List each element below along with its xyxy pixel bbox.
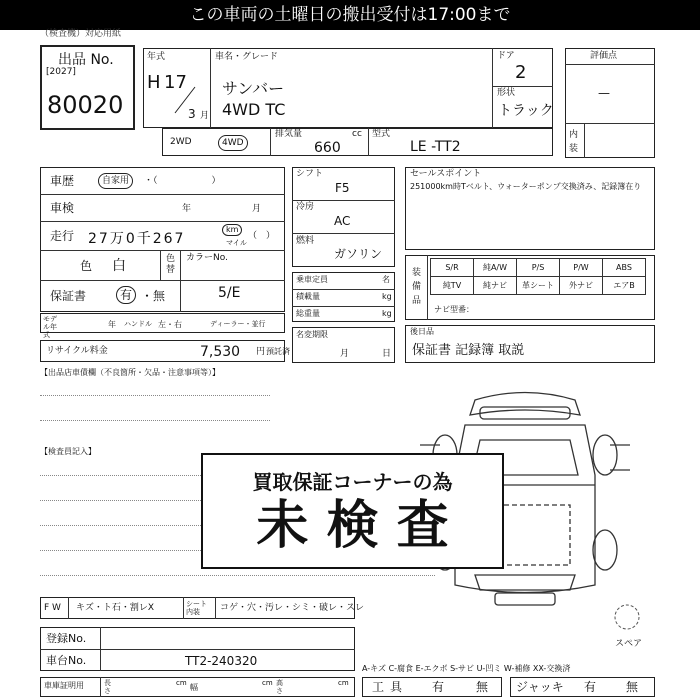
selling-text: 251000km時Tベルト、ウォーターポンプ交換済み、記録簿在り: [410, 182, 642, 191]
warranty-no: ・無: [141, 289, 166, 303]
shape-value: トラック: [498, 103, 554, 119]
load-unit: kg: [382, 292, 392, 301]
history-label: 車歴: [50, 174, 75, 188]
stamp-line2: 未 検 査: [256, 496, 449, 556]
score-value: —: [598, 86, 610, 100]
garage-length: 長さ: [104, 679, 111, 695]
doors-value: 2: [515, 62, 527, 83]
mileage-unit-mile: マイル: [226, 239, 247, 247]
seat-text: コゲ・穴・汚レ・シミ・破レ・スレ: [220, 603, 365, 613]
displacement-label: 排気量: [275, 129, 303, 139]
equip-navi: 純ナビ: [474, 277, 517, 295]
shift-label: シフト: [296, 169, 324, 179]
history-rest: ・（ ）: [144, 176, 221, 186]
garage-width: 幅: [190, 683, 198, 692]
chassis-label: 車台No.: [46, 654, 87, 667]
equipment-navi: ナビ型番：: [434, 305, 474, 314]
inspection-year-unit: 年: [182, 204, 192, 214]
tools-no: 無: [476, 680, 489, 694]
equipment-label: 装備品: [412, 268, 422, 306]
expiry-label: 名変期限: [296, 330, 328, 339]
color-change-label: 色替: [166, 254, 176, 275]
color-code-label: カラーNo.: [186, 253, 228, 263]
year-month: 3: [188, 107, 196, 121]
dealer-note-label: 【出品店車債欄（不良箇所・欠品・注意事項等）】: [40, 368, 220, 377]
damage-legend: A-キズ C-腐食 E-エクボ S-サビ U-凹ミ W-補修 XX-交換済: [362, 664, 571, 673]
model-year-label: モデル年式: [43, 315, 57, 339]
handle-label: ハンドル: [124, 320, 152, 328]
chassis-value: TT2-240320: [185, 654, 258, 668]
recycle-label: リサイクル料金: [46, 346, 108, 356]
load-label: 積載量: [296, 292, 320, 301]
recycle-value: 7,530: [200, 344, 241, 360]
drive-2wd: 2WD: [170, 137, 192, 147]
drive-4wd: 4WD: [218, 135, 248, 151]
tools-label: 工具: [372, 680, 409, 694]
mileage-unit-km: km: [222, 224, 242, 236]
garage-width-cm: cm: [262, 679, 273, 687]
jack-no: 無: [626, 680, 639, 694]
expiry-month-unit: 月: [340, 349, 350, 359]
weight-unit: kg: [382, 309, 392, 318]
color-label: 色: [80, 259, 93, 273]
inspection-label: 車検: [50, 201, 75, 215]
recycle-note: 預託済: [266, 347, 290, 356]
banner-text: この車両の土曜日の搬出受付は17:00まで: [189, 5, 511, 25]
model-value: LE -TT2: [410, 139, 461, 155]
year-era: H: [147, 72, 161, 93]
displacement-value: 660: [314, 140, 341, 156]
equip-airbag: エアB: [603, 277, 646, 295]
stamp-line1: 買取保証コーナーの為: [252, 470, 453, 494]
displacement-unit: cc: [352, 129, 362, 139]
capacity-label: 乗車定員: [296, 275, 328, 284]
model-year-unit: 年: [108, 320, 116, 329]
fw-text: キズ・ト石・割レX: [76, 603, 154, 613]
ac-label: 冷房: [296, 202, 315, 212]
equip-alloy: 純A/W: [474, 259, 517, 277]
equip-abs: ABS: [603, 259, 646, 277]
history-value: 自家用: [98, 173, 133, 189]
lot-label: 出品 No.: [58, 52, 114, 68]
garage-height-cm: cm: [338, 679, 349, 687]
interior-label: 内装: [569, 130, 579, 154]
garage-height: 高さ: [276, 679, 283, 695]
jack-yes: 有: [584, 680, 597, 694]
year-label: 年式: [147, 52, 166, 62]
capacity-unit: 名: [382, 275, 390, 284]
model-label: 型式: [372, 129, 391, 139]
recycle-unit: 円: [256, 347, 266, 357]
equip-ps: P/S: [517, 259, 560, 277]
shift-value: F5: [335, 181, 350, 195]
doors-label: ドア: [497, 51, 515, 61]
garage-label: 車庫証明用: [44, 681, 84, 690]
dealer-label: ディーラー・並行: [210, 320, 266, 328]
ac-value: AC: [334, 214, 351, 228]
garage-length-cm: cm: [176, 679, 187, 687]
inspection-month-unit: 月: [252, 204, 262, 214]
expiry-day-unit: 日: [382, 349, 392, 359]
score-label: 評価点: [590, 51, 618, 61]
mileage-label: 走行: [50, 229, 75, 243]
jack-label: ジャッキ: [516, 680, 564, 694]
mileage-value: 27万0千267: [88, 231, 186, 247]
accessories-value: 保証書 記録簿 取説: [412, 343, 525, 358]
equip-pw: P/W: [560, 259, 603, 277]
car-label: 車名・グレード: [215, 52, 279, 62]
year-value: 17: [164, 72, 187, 93]
lot-code: [2027]: [46, 67, 76, 77]
form-note: （検査機）対応用紙: [40, 29, 122, 39]
fuel-value: ガソリン: [334, 247, 383, 261]
selling-box: [405, 167, 655, 250]
inspector-note-label: 【検査員記入】: [40, 447, 96, 456]
equipment-table: [430, 258, 646, 295]
car-grade: 4WD TC: [222, 100, 286, 119]
spare-tire-icon: [612, 602, 642, 632]
mileage-paren: （ ）: [248, 231, 276, 241]
handle-value: 左・右: [158, 320, 182, 329]
tools-yes: 有: [432, 680, 445, 694]
seat-label: シート内装: [186, 600, 207, 616]
warranty-yes: 有: [116, 286, 136, 304]
reg-label: 登録No.: [46, 632, 87, 645]
equip-leather: 革シート: [517, 277, 560, 295]
equip-tv: 純TV: [431, 277, 474, 295]
color-code-value: 5/E: [218, 285, 241, 301]
fuel-label: 燃料: [296, 236, 315, 246]
weight-label: 総重量: [296, 309, 320, 318]
color-value: 白: [112, 258, 126, 274]
accessories-label: 後日品: [410, 327, 434, 336]
year-month-unit: 月: [200, 111, 210, 121]
spare-label: スペア: [615, 639, 643, 649]
car-name: サンバー: [222, 79, 285, 98]
equip-ext-navi: 外ナビ: [560, 277, 603, 295]
selling-label: セールスポイント: [410, 169, 482, 179]
equip-sr: S/R: [431, 259, 474, 277]
warranty-label: 保証書: [50, 289, 87, 303]
shape-label: 形状: [497, 88, 516, 98]
fw-label: F W: [44, 603, 61, 613]
lot-number: 80020: [47, 91, 124, 119]
